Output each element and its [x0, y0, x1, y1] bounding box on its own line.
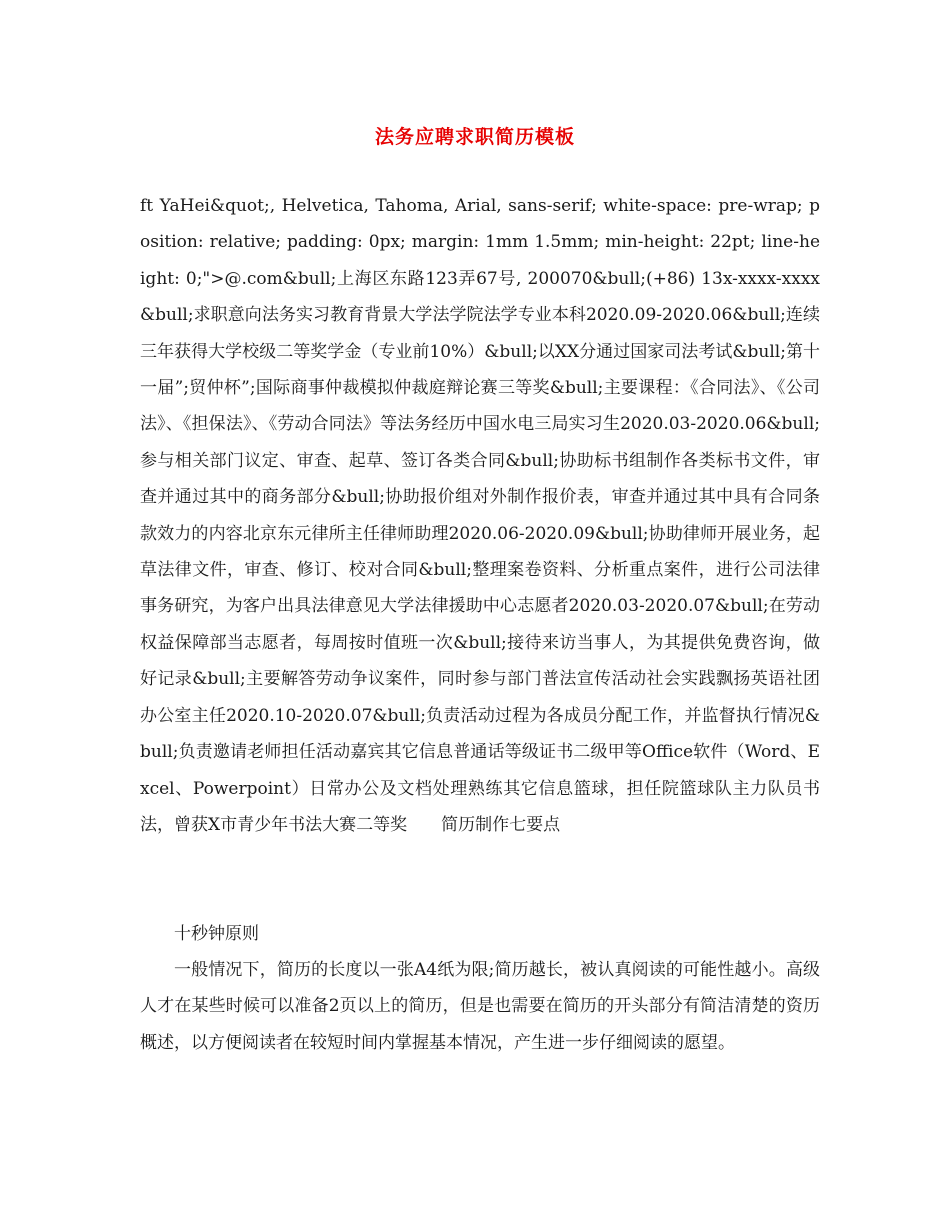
section-heading: 十秒钟原则 [174, 924, 259, 944]
section-paragraph: 一般情况下，简历的长度以一张A4纸为限;简历越长，被认真阅读的可能性越小。高级人才在某些时候可以准备2页以上的简历，但是也需要在简历的开头部分有简洁清楚的资历概述，以方便阅读者在较短时间内掌握基本情况，产生进一步仔细阅读的愿望。 [140, 960, 820, 1053]
resume-body-text: ft YaHei&quot;, Helvetica, Tahoma, Arial, sans-serif; white-space: pre-wrap; position: relative; padding: 0px; margin: 1mm 1.5mm; min-height: 22pt; line-height: 0;">@.com&bull;上海区东路123弄67号, 200070&bull;(+86) 13x-xxxx-xxxx&bull;求职意向法务实习教育背景大学法学院法学专业本科2020.09-2020.06&bull;连续三年获得大学校级二等奖学金（专业前10%）&bull;以XX分通过国家司法考试&bull;第十一届”;贸仲杯”;国际商事仲裁模拟仲裁庭辩论赛三等奖&bull;主要课程：《合同法》、《公司法》、《担保法》、《劳动合同法》等法务经历中国水电三局实习生2020.03-2020.06&bull;参与相关部门议定、审查、起草、签订各类合同&bull;协助标书组制作各类标书文件，审查并通过其中的商务部分&bull;协助报价组对外制作报价表，审查并通过其中具有合同条款效力的内容北京东元律所主任律师助理2020.06-2020.09&bull;协助律师开展业务，起草法律文件，审查、修订、校对合同&bull;整理案卷资料、分析重点案件，进行公司法律事务研究，为客户出具法律意见大学法律援助中心志愿者2020.03-2020.07&bull;在劳动权益保障部当志愿者，每周按时值班一次&bull;接待来访当事人，为其提供免费咨询，做好记录&bull;主要解答劳动争议案件，同时参与部门普法宣传活动社会实践飘扬英语社团 办公室主任2020.10-2020.07&bull;负责活动过程为各成员分配工作，并监督执行情况&bull;负责邀请老师担任活动嘉宾其它信息普通话等级证书二级甲等Office软件（Word、Excel、Powerpoint）日常办公及文档处理熟练其它信息篮球，担任院篮球队主力队员书法，曾获X市青少年书法大赛二等奖 简历制作七要点 [140, 196, 820, 835]
document-title: 法务应聘求职简历模板 [374, 126, 575, 148]
